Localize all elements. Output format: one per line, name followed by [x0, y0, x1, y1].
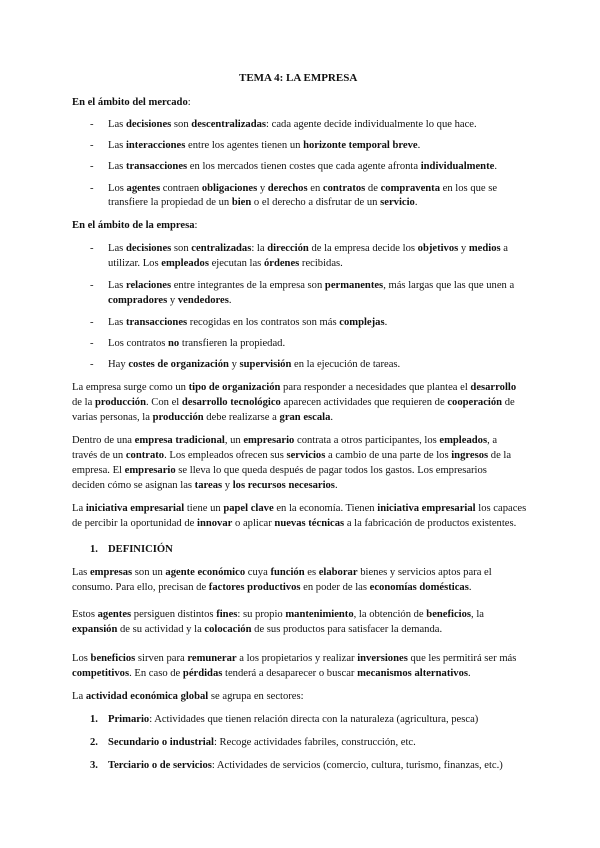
text-run: y [167, 295, 178, 306]
bullet-item-continuation [108, 294, 232, 307]
paragraph-line [72, 623, 442, 636]
text-run: se agrupa en sectores: [208, 691, 304, 702]
text-run: Estos [72, 609, 98, 620]
bold-term: empresario [243, 435, 295, 446]
bullet-dash: - [90, 338, 94, 349]
text-run: en los que se [440, 183, 498, 194]
bullet-item [108, 316, 387, 329]
text-run: . Con el [145, 397, 182, 408]
bold-term: producción [152, 412, 204, 423]
bold-term: remunerar [187, 653, 237, 664]
bold-term: Terciario o de servicios [108, 760, 212, 771]
text-run: . Los empleados ofrecen sus [164, 450, 287, 461]
paragraph-line [72, 479, 338, 492]
text-run: de [365, 183, 381, 194]
bold-term: agentes [97, 609, 132, 620]
text-run: cuya [245, 567, 271, 578]
bold-term: permanentes [324, 280, 384, 291]
text-run: La [72, 691, 86, 702]
text-run: de [502, 397, 515, 408]
bold-term: competitivos [72, 668, 130, 679]
text-run: de la [72, 397, 95, 408]
bullet-dash: - [90, 183, 94, 194]
text-run: utilizar. Los [108, 258, 162, 269]
bold-term: los recursos necesarios [232, 480, 335, 491]
text-run: , a [487, 435, 498, 446]
text-run: Las [72, 567, 90, 578]
paragraph-line [72, 581, 471, 594]
text-run: contrata a otros participantes, los [294, 435, 440, 446]
text-run: Las [108, 243, 126, 254]
document-title: TEMA 4: LA EMPRESA [239, 72, 358, 84]
bold-term: iniciativa empresarial [377, 503, 476, 514]
text-run: tenderá a desaparecer o buscar [222, 668, 358, 679]
list-number: 2. [90, 737, 98, 748]
text-run: o el derecho a disfrutar de un [251, 197, 381, 208]
bold-term: actividad económica global [85, 691, 209, 702]
bold-term: no [168, 338, 180, 349]
text-run: entre los agentes tienen un [185, 140, 304, 151]
bold-term: tareas [194, 480, 223, 491]
text-run: Los [72, 653, 91, 664]
text-run: : Actividades de servicios (comercio, cultura, turismo, finanzas, etc.) [211, 760, 503, 771]
bold-term: descentralizadas [191, 119, 267, 130]
text-run: es [304, 567, 319, 578]
bold-term: servicios [286, 450, 326, 461]
bold-term: servicio [380, 197, 415, 208]
text-run: empresa. El [72, 465, 125, 476]
text-run: son un [132, 567, 166, 578]
list-item-terciario [108, 759, 503, 772]
heading-text: En el ámbito de la empresa [72, 220, 195, 231]
text-run: , la obtención de [353, 609, 427, 620]
text-run: Las [108, 161, 126, 172]
text-run: contraen [160, 183, 202, 194]
paragraph-line [72, 502, 526, 515]
paragraph-line [72, 411, 333, 424]
text-run: se lleva lo que queda después de pagar todos los gastos. Los empresarios [175, 465, 487, 476]
text-run: en la ejecución de tareas. [291, 359, 401, 370]
bold-term: Primario [108, 714, 150, 725]
bold-term: vendedores [177, 295, 229, 306]
bold-term: expansión [72, 624, 118, 635]
bold-term: mantenimiento [285, 609, 354, 620]
text-run: : su propio [237, 609, 286, 620]
text-run: deciden cómo se asignan las [72, 480, 195, 491]
text-run: . [468, 582, 472, 593]
text-run: . En caso de [129, 668, 183, 679]
text-run: : Recoge actividades fabriles, construcción, etc. [213, 737, 416, 748]
bold-term: producción [94, 397, 146, 408]
text-run: , un [224, 435, 244, 446]
bold-term: medios [468, 243, 501, 254]
text-run: . [417, 140, 421, 151]
text-run: transfieren la propiedad. [179, 338, 286, 349]
text-run: . [334, 480, 338, 491]
paragraph-line [72, 381, 516, 394]
text-run: . [384, 317, 388, 328]
text-run: Las [108, 119, 126, 130]
bold-term: empresa tradicional [134, 435, 225, 446]
paragraph-line [72, 690, 304, 703]
section-heading-mercado [72, 96, 191, 109]
bold-term: compradores [108, 295, 168, 306]
text-run: bienes y servicios aptos para el [357, 567, 492, 578]
text-run: . [468, 668, 471, 679]
paragraph-line [72, 396, 515, 409]
bold-term: interacciones [125, 140, 186, 151]
text-run: transfiere la propiedad de un [108, 197, 232, 208]
bold-term: relaciones [125, 280, 172, 291]
text-run: Las [108, 140, 126, 151]
text-run: que les permitirá ser más [407, 653, 517, 664]
bold-term: compraventa [380, 183, 441, 194]
text-run: , la [471, 609, 484, 620]
bold-term: nuevas técnicas [274, 518, 345, 529]
text-run: recibidas. [299, 258, 343, 269]
text-run: de su actividad y la [117, 624, 205, 635]
text-run: persiguen distintos [131, 609, 217, 620]
bullet-item [108, 337, 285, 350]
text-run: de sus productos para satisfacer la demanda. [251, 624, 443, 635]
text-run: sirven para [135, 653, 188, 664]
bullet-item [108, 242, 508, 255]
bold-term: bien [231, 197, 252, 208]
bold-term: individualmente [420, 161, 495, 172]
text-run: La empresa surge como un [72, 382, 189, 393]
text-run: través de un [72, 450, 126, 461]
text-run: Hay [108, 359, 129, 370]
text-run: Las [108, 280, 126, 291]
bold-term: cooperación [447, 397, 503, 408]
bold-term: contratos [322, 183, 366, 194]
text-run: , más largas que las que unen a [383, 280, 515, 291]
bold-term: obligaciones [201, 183, 258, 194]
bullet-item [108, 358, 400, 371]
bold-term: gran escala [279, 412, 331, 423]
text-run: y [257, 183, 268, 194]
bold-term: beneficios [90, 653, 136, 664]
text-run: . [414, 197, 418, 208]
bold-term: colocación [204, 624, 252, 635]
paragraph-line [72, 566, 492, 579]
paragraph-line [72, 652, 516, 665]
bullet-item [108, 182, 497, 195]
text-run: a la fabricación de productos existentes. [344, 518, 517, 529]
text-run: y [228, 359, 240, 370]
bold-term: órdenes [263, 258, 300, 269]
paragraph-line [72, 517, 516, 530]
text-run: o aplicar [232, 518, 275, 529]
bold-term: Secundario o industrial [108, 737, 214, 748]
bold-term: agentes [126, 183, 161, 194]
bold-term: factores productivos [208, 582, 301, 593]
text-run: Los contratos [108, 338, 169, 349]
bold-term: agente económico [165, 567, 246, 578]
text-run: . [494, 161, 497, 172]
text-run: entre integrantes de la empresa son [171, 280, 325, 291]
text-run: de la empresa decide los [308, 243, 418, 254]
text-run: los capaces [475, 503, 527, 514]
text-run: : cada agente decide individualmente lo que hace. [266, 119, 477, 130]
bold-term: tipo de organización [188, 382, 281, 393]
bold-term: desarrollo [470, 382, 517, 393]
text-run: en la economía. Tienen [273, 503, 378, 514]
text-run: y [458, 243, 469, 254]
heading-suffix: : [187, 97, 191, 108]
list-number: 1. [90, 714, 98, 725]
bold-term: derechos [267, 183, 308, 194]
section-heading-definicion: DEFINICIÓN [108, 544, 173, 555]
text-run: Las [108, 317, 126, 328]
bold-term: desarrollo tecnológico [181, 397, 281, 408]
bullet-item [108, 118, 477, 131]
paragraph-line [72, 434, 497, 447]
bold-term: empresario [124, 465, 176, 476]
list-item-primario [108, 713, 478, 726]
bold-term: ingresos [451, 450, 489, 461]
bold-term: inversiones [357, 653, 408, 664]
text-run: . [228, 295, 232, 306]
bold-term: centralizadas [191, 243, 252, 254]
bold-term: mecanismos alternativos [357, 668, 469, 679]
bullet-dash: - [90, 119, 94, 130]
bold-term: empleados [161, 258, 209, 269]
bullet-dash: - [90, 161, 94, 172]
text-run: Dentro de una [72, 435, 135, 446]
paragraph-line [72, 449, 511, 462]
bold-term: pérdidas [182, 668, 223, 679]
text-run: y [222, 480, 233, 491]
bold-term: objetivos [417, 243, 459, 254]
bullet-item-continuation [108, 257, 343, 270]
bold-term: costes de organización [128, 359, 229, 370]
paragraph-line [72, 608, 484, 621]
paragraph-line [72, 464, 487, 477]
list-item-secundario [108, 736, 416, 749]
bold-term: horizonte temporal breve [303, 140, 418, 151]
text-run: . [330, 412, 334, 423]
text-run: debe realizarse a [203, 412, 280, 423]
bullet-dash: - [90, 359, 94, 370]
bold-term: complejas [339, 317, 385, 328]
text-run: Los [108, 183, 127, 194]
bold-term: transacciones [125, 317, 188, 328]
section-heading-empresa [72, 219, 197, 232]
bold-term: decisiones [125, 243, 172, 254]
text-run: aparecen actividades que requieren de [280, 397, 448, 408]
bold-term: transacciones [125, 161, 188, 172]
text-run: : Actividades que tienen relación directa con la naturaleza (agricultura, pesca) [149, 714, 479, 725]
bold-term: empleados [439, 435, 488, 446]
bold-term: beneficios [426, 609, 472, 620]
text-run: son [171, 243, 192, 254]
text-run: de la [488, 450, 512, 461]
text-run: son [171, 119, 192, 130]
bold-term: elaborar [318, 567, 358, 578]
list-number: 3. [90, 760, 98, 771]
text-run: para responder a necesidades que plantea el [280, 382, 471, 393]
bullet-dash: - [90, 243, 94, 254]
bold-term: dirección [267, 243, 309, 254]
text-run: a cambio de una parte de los [325, 450, 452, 461]
text-run: a [500, 243, 508, 254]
bullet-item [108, 160, 497, 173]
text-run: La [72, 503, 86, 514]
bold-term: supervisión [239, 359, 292, 370]
paragraph-line [72, 667, 471, 680]
bullet-dash: - [90, 280, 94, 291]
bold-term: papel clave [223, 503, 274, 514]
text-run: en [307, 183, 323, 194]
text-run: varias personas, la [72, 412, 153, 423]
bold-term: función [270, 567, 305, 578]
text-run: consumo. Para ello, precisan de [72, 582, 209, 593]
bold-term: decisiones [125, 119, 172, 130]
bullet-dash: - [90, 317, 94, 328]
text-run: : la [251, 243, 268, 254]
bold-term: fines [216, 609, 238, 620]
bullet-item [108, 279, 514, 292]
heading-suffix: : [194, 220, 198, 231]
bullet-dash: - [90, 140, 94, 151]
bullet-item-continuation [108, 196, 418, 209]
bold-term: empresas [89, 567, 133, 578]
bullet-item [108, 139, 420, 152]
heading-text: En el ámbito del mercado [72, 97, 188, 108]
text-run: a los propietarios y realizar [236, 653, 358, 664]
text-run: en los mercados tienen costes que cada agente afronta [187, 161, 421, 172]
bold-term: contrato [125, 450, 165, 461]
text-run: recogidas en los contratos son más [187, 317, 340, 328]
text-run: tiene un [184, 503, 224, 514]
bold-term: economías domésticas [369, 582, 469, 593]
bold-term: innovar [197, 518, 233, 529]
text-run: en poder de las [300, 582, 370, 593]
text-run: de percibir la oportunidad de [72, 518, 198, 529]
bold-term: iniciativa empresarial [85, 503, 185, 514]
text-run: ejecutan las [208, 258, 264, 269]
section-number: 1. [90, 544, 98, 555]
